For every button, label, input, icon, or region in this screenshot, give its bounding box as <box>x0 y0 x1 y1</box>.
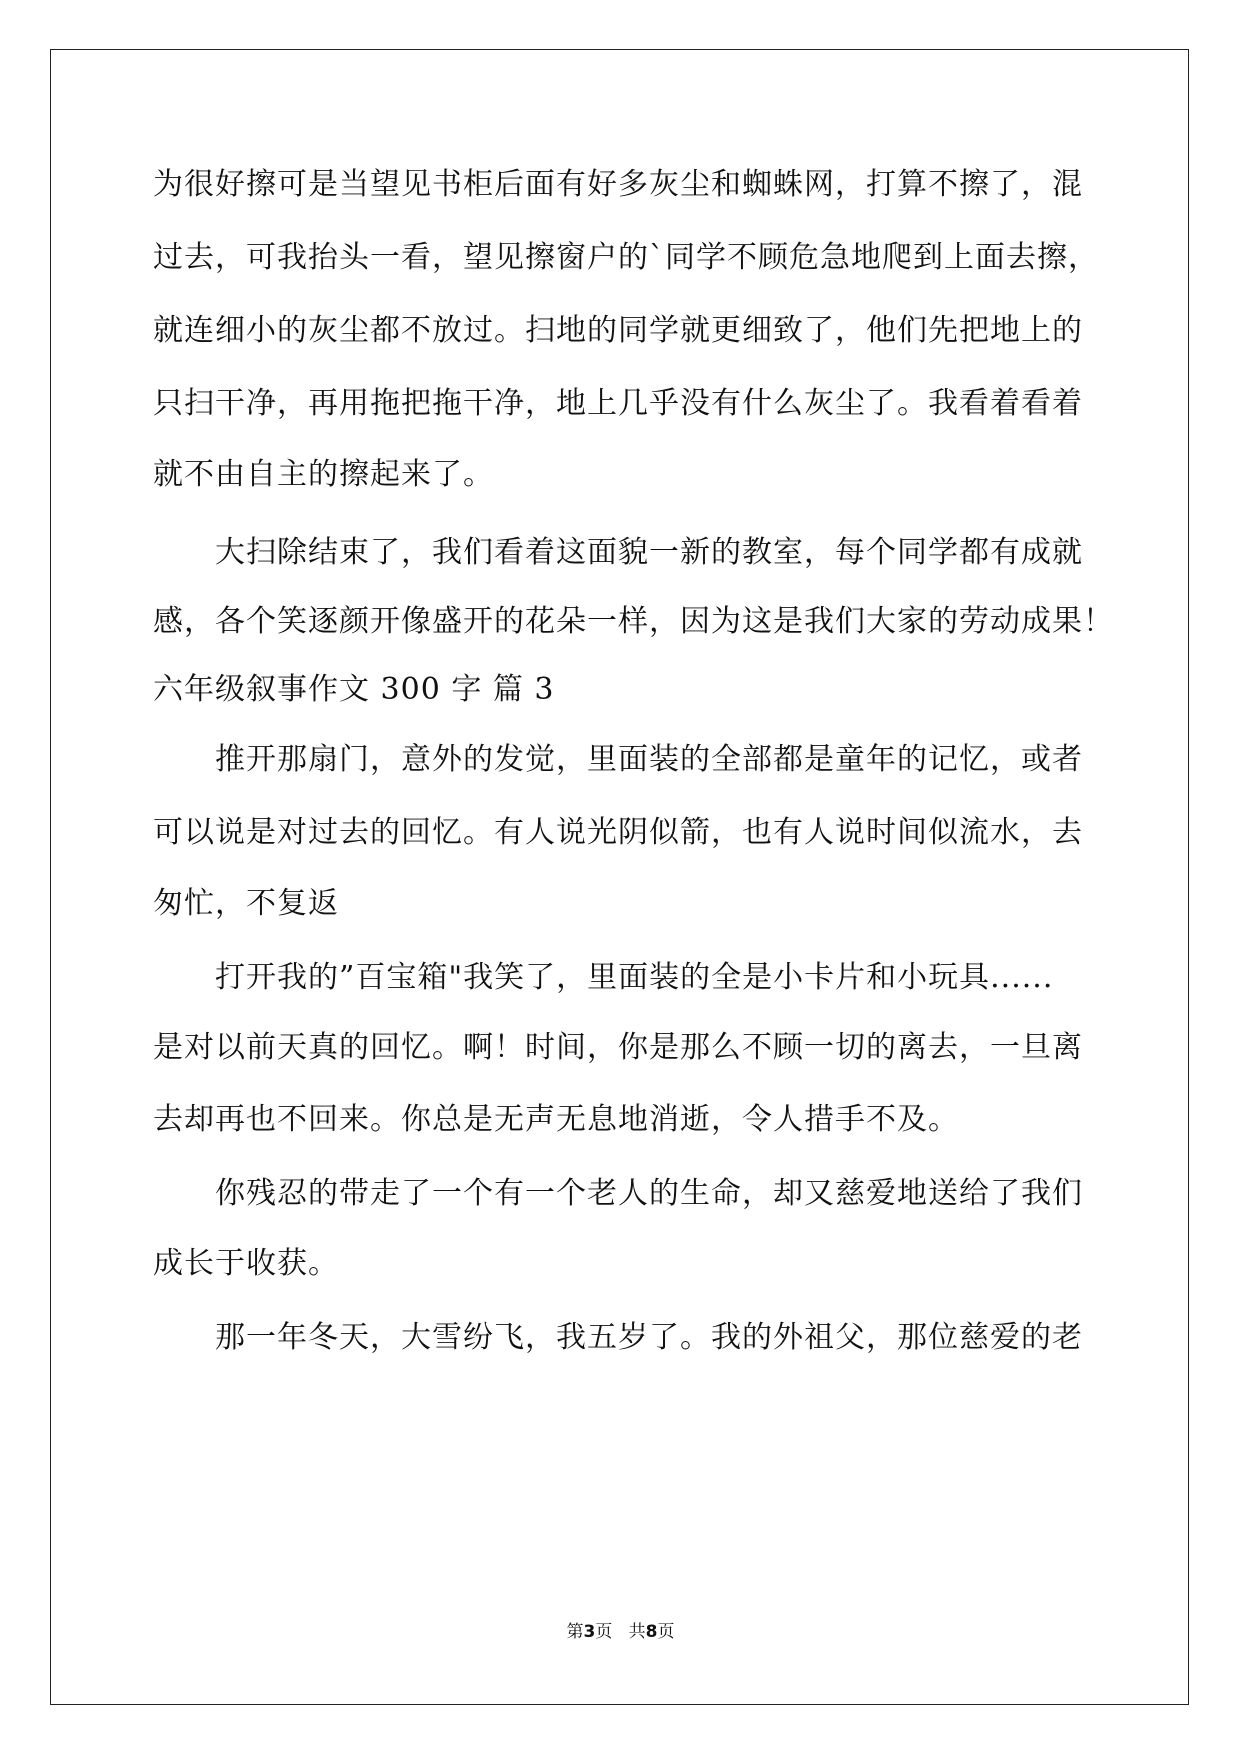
text-line: 为很好擦可是当望见书柜后面有好多灰尘和蜘蛛网，打算不擦了，混 <box>153 167 1083 202</box>
page-border <box>50 49 1189 1705</box>
text-line: 匆忙，不复返 <box>153 886 339 921</box>
page-label-suffix: 页 <box>595 1622 613 1642</box>
page-label-prefix: 第 <box>566 1622 584 1642</box>
text-line: 就不由自主的擦起来了。 <box>153 457 494 492</box>
text-line: 过去，可我抬头一看，望见擦窗户的`同学不顾危急地爬到上面去擦， <box>153 240 1099 275</box>
text-line: 去却再也不回来。你总是无声无息地消逝，令人措手不及。 <box>153 1102 959 1137</box>
total-label-suffix: 页 <box>657 1622 675 1642</box>
page-number: 3 <box>583 1622 596 1642</box>
text-line: 你残忍的带走了一个有一个老人的生命，却又慈爱地送给了我们 <box>153 1176 1083 1211</box>
text-line: 只扫干净，再用拖把拖干净，地上几乎没有什么灰尘了。我看着看着 <box>153 386 1083 421</box>
text-line: 感，各个笑逐颜开像盛开的花朵一样，因为这是我们大家的劳动成果！ <box>153 604 1114 639</box>
text-line: 那一年冬天，大雪纷飞，我五岁了。我的外祖父，那位慈爱的老 <box>153 1320 1083 1355</box>
text-line: 推开那扇门，意外的发觉，里面装的全部都是童年的记忆，或者 <box>153 742 1083 777</box>
section-heading: 六年级叙事作文 300 字 篇 3 <box>153 672 555 707</box>
text-line: 就连细小的灰尘都不放过。扫地的同学就更细致了，他们先把地上的 <box>153 313 1083 348</box>
text-line: 成长于收获。 <box>153 1246 339 1281</box>
total-label-prefix: 共 <box>628 1622 646 1642</box>
text-line: 可以说是对过去的回忆。有人说光阴似箭，也有人说时间似流水，去 <box>153 815 1083 850</box>
text-line: 打开我的”百宝箱"我笑了，里面装的全是小卡片和小玩具...... <box>153 960 1054 995</box>
total-pages: 8 <box>645 1622 658 1642</box>
page-footer <box>0 1617 1241 1642</box>
text-line: 大扫除结束了，我们看着这面貌一新的教室，每个同学都有成就 <box>153 535 1083 570</box>
text-line: 是对以前天真的回忆。啊！时间，你是那么不顾一切的离去，一旦离 <box>153 1030 1083 1065</box>
